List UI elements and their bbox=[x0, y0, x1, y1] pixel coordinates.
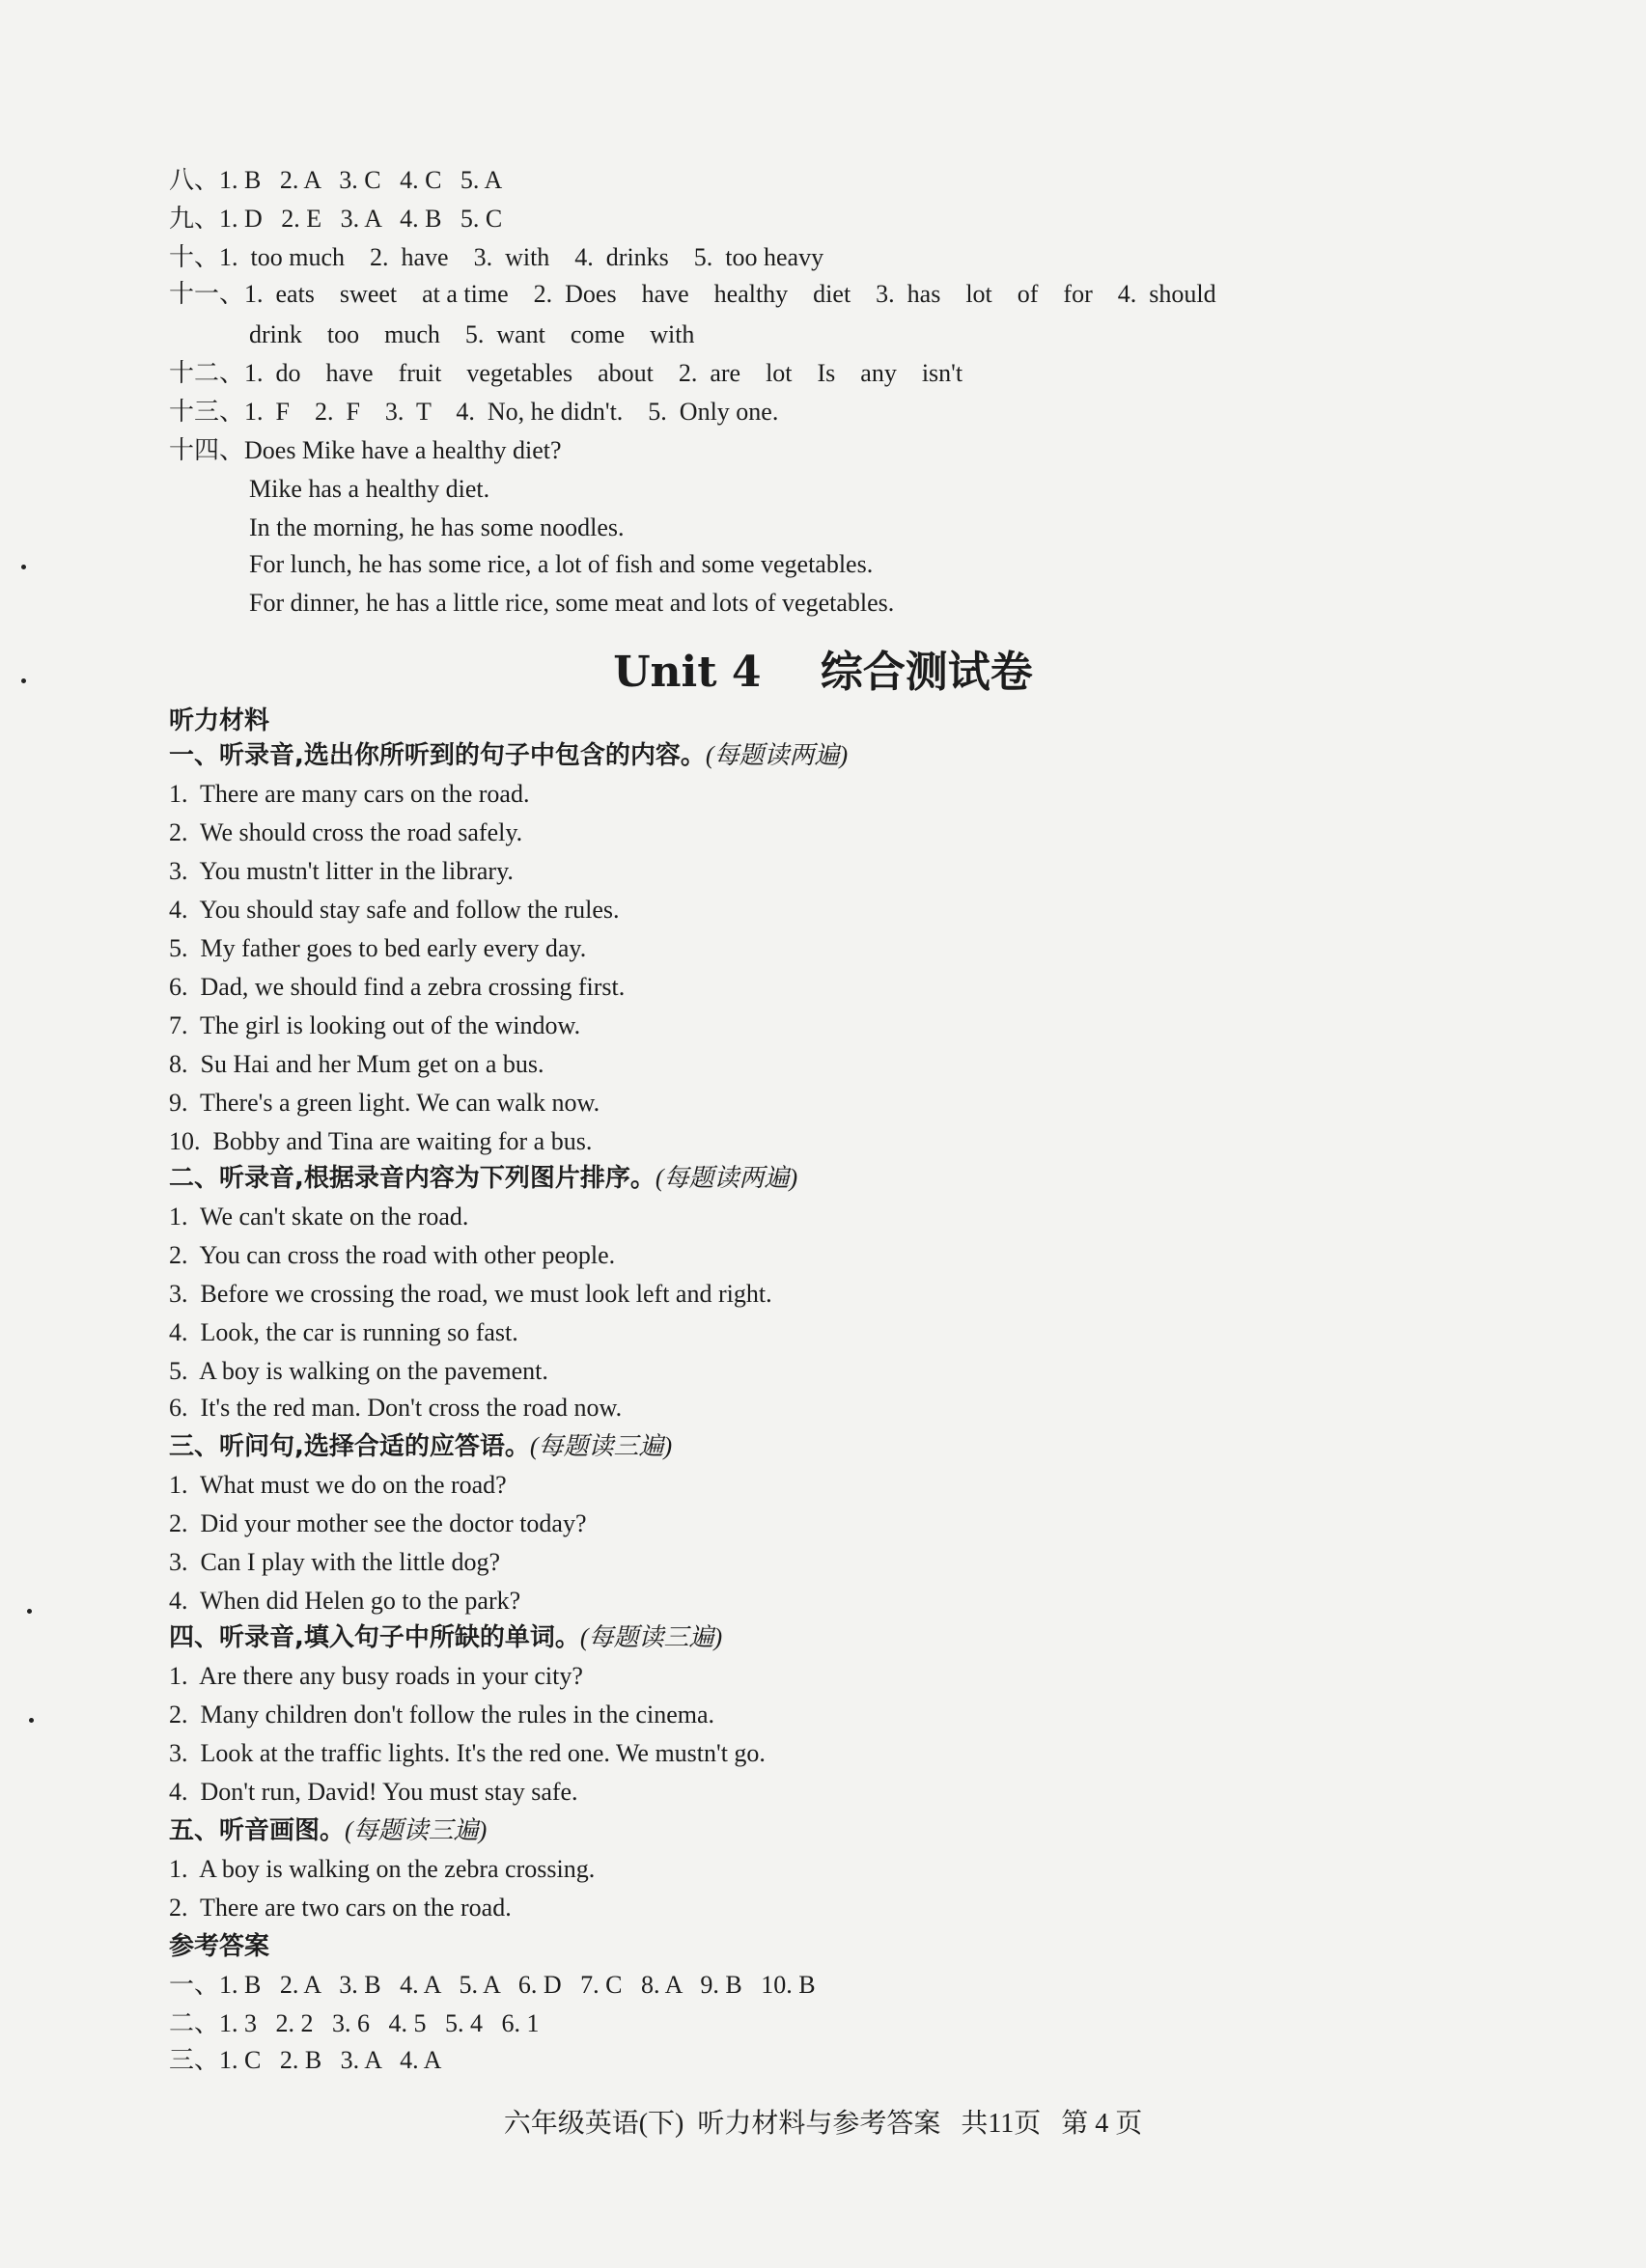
section-heading: 二、听录音,根据录音内容为下列图片排序。(每题读两遍) bbox=[169, 1164, 798, 1193]
answer-line-12: 十二、1. do have fruit vegetables about 2. are lot Is any isn't bbox=[169, 359, 963, 387]
list-item: 6. It's the red man. Don't cross the road now. bbox=[169, 1394, 623, 1422]
answer-line: 三、1. C 2. B 3. A 4. A bbox=[169, 2046, 442, 2074]
section-note: (每题读两遍) bbox=[705, 741, 849, 769]
list-item: 3. Before we crossing the road, we must look left and right. bbox=[169, 1280, 772, 1308]
list-item: 7. The girl is looking out of the window. bbox=[169, 1011, 581, 1039]
list-item: 9. There's a green light. We can walk now. bbox=[169, 1089, 600, 1117]
list-item: 3. Look at the traffic lights. It's the red one. We mustn't go. bbox=[169, 1739, 766, 1767]
list-item: 3. Can I play with the little dog? bbox=[169, 1548, 500, 1576]
list-item: 6. Dad, we should find a zebra crossing first. bbox=[169, 973, 626, 1001]
scan-speck bbox=[21, 678, 26, 683]
list-item: 2. Did your mother see the doctor today? bbox=[169, 1509, 587, 1537]
section-heading: 五、听音画图。(每题读三遍) bbox=[169, 1816, 488, 1845]
list-item: 1. Are there any busy roads in your city? bbox=[169, 1662, 583, 1690]
section-heading: 三、听问句,选择合适的应答语。(每题读三遍) bbox=[169, 1432, 673, 1461]
list-item: 2. There are two cars on the road. bbox=[169, 1894, 512, 1922]
list-item: 1. A boy is walking on the zebra crossing. bbox=[169, 1855, 596, 1883]
answer-line: 一、1. B 2. A 3. B 4. A 5. A 6. D 7. C 8. A 9. B 10. B bbox=[169, 1971, 816, 1999]
answer-line-14-sentence: Mike has a healthy diet. bbox=[249, 475, 490, 503]
answer-line-9: 九、1. D 2. E 3. A 4. B 5. C bbox=[169, 205, 503, 233]
list-item: 10. Bobby and Tina are waiting for a bus. bbox=[169, 1127, 593, 1155]
answer-line-11: 十一、1. eats sweet at a time 2. Does have healthy diet 3. has lot of for 4. should bbox=[169, 280, 1216, 308]
answer-line: 二、1. 3 2. 2 3. 6 4. 5 5. 4 6. 1 bbox=[169, 2009, 540, 2037]
list-item: 1. We can't skate on the road. bbox=[169, 1203, 469, 1231]
answer-line-14-sentence: For dinner, he has a little rice, some meat and lots of vegetables. bbox=[249, 589, 895, 617]
list-item: 4. Look, the car is running so fast. bbox=[169, 1318, 518, 1346]
answer-line-14-sentence: For lunch, he has some rice, a lot of fish and some vegetables. bbox=[249, 550, 874, 578]
answer-line-14-sentence: In the morning, he has some noodles. bbox=[249, 513, 625, 541]
list-item: 1. There are many cars on the road. bbox=[169, 780, 530, 808]
listening-heading: 听力材料 bbox=[169, 706, 270, 735]
list-item: 2. Many children don't follow the rules in the cinema. bbox=[169, 1701, 714, 1729]
section-note: (每题读三遍) bbox=[579, 1623, 723, 1651]
answer-line-13: 十三、1. F 2. F 3. T 4. No, he didn't. 5. Only one. bbox=[169, 398, 779, 426]
section-heading: 一、听录音,选出你所听到的句子中包含的内容。(每题读两遍) bbox=[169, 741, 849, 770]
list-item: 2. We should cross the road safely. bbox=[169, 818, 523, 846]
list-item: 3. You mustn't litter in the library. bbox=[169, 857, 514, 885]
answer-line-14: 十四、Does Mike have a healthy diet? bbox=[169, 436, 562, 464]
list-item: 4. You should stay safe and follow the rules. bbox=[169, 896, 620, 924]
scan-speck bbox=[21, 565, 26, 569]
answer-line-8: 八、1. B 2. A 3. C 4. C 5. A bbox=[169, 166, 503, 194]
list-item: 1. What must we do on the road? bbox=[169, 1471, 507, 1499]
list-item: 4. When did Helen go to the park? bbox=[169, 1587, 521, 1615]
section-note: (每题读三遍) bbox=[345, 1816, 488, 1844]
list-item: 8. Su Hai and her Mum get on a bus. bbox=[169, 1050, 544, 1078]
scan-speck bbox=[29, 1718, 34, 1723]
unit-title: Unit 4 综合测试卷 bbox=[613, 648, 1033, 697]
list-item: 4. Don't run, David! You must stay safe. bbox=[169, 1778, 578, 1806]
list-item: 2. You can cross the road with other people. bbox=[169, 1241, 616, 1269]
scan-speck bbox=[27, 1609, 32, 1614]
section-note: (每题读两遍) bbox=[655, 1164, 798, 1192]
list-item: 5. My father goes to bed early every day. bbox=[169, 934, 587, 962]
answer-line-10: 十、1. too much 2. have 3. with 4. drinks 5. too heavy bbox=[169, 243, 824, 271]
list-item: 5. A boy is walking on the pavement. bbox=[169, 1357, 548, 1385]
answer-line-11-cont: drink too much 5. want come with bbox=[249, 320, 695, 348]
section-note: (每题读三遍) bbox=[529, 1432, 673, 1460]
section-heading: 四、听录音,填入句子中所缺的单词。(每题读三遍) bbox=[169, 1623, 723, 1652]
answers-heading: 参考答案 bbox=[169, 1932, 270, 1961]
page-footer: 六年级英语(下) 听力材料与参考答案 共11页 第 4 页 bbox=[503, 2109, 1143, 2139]
